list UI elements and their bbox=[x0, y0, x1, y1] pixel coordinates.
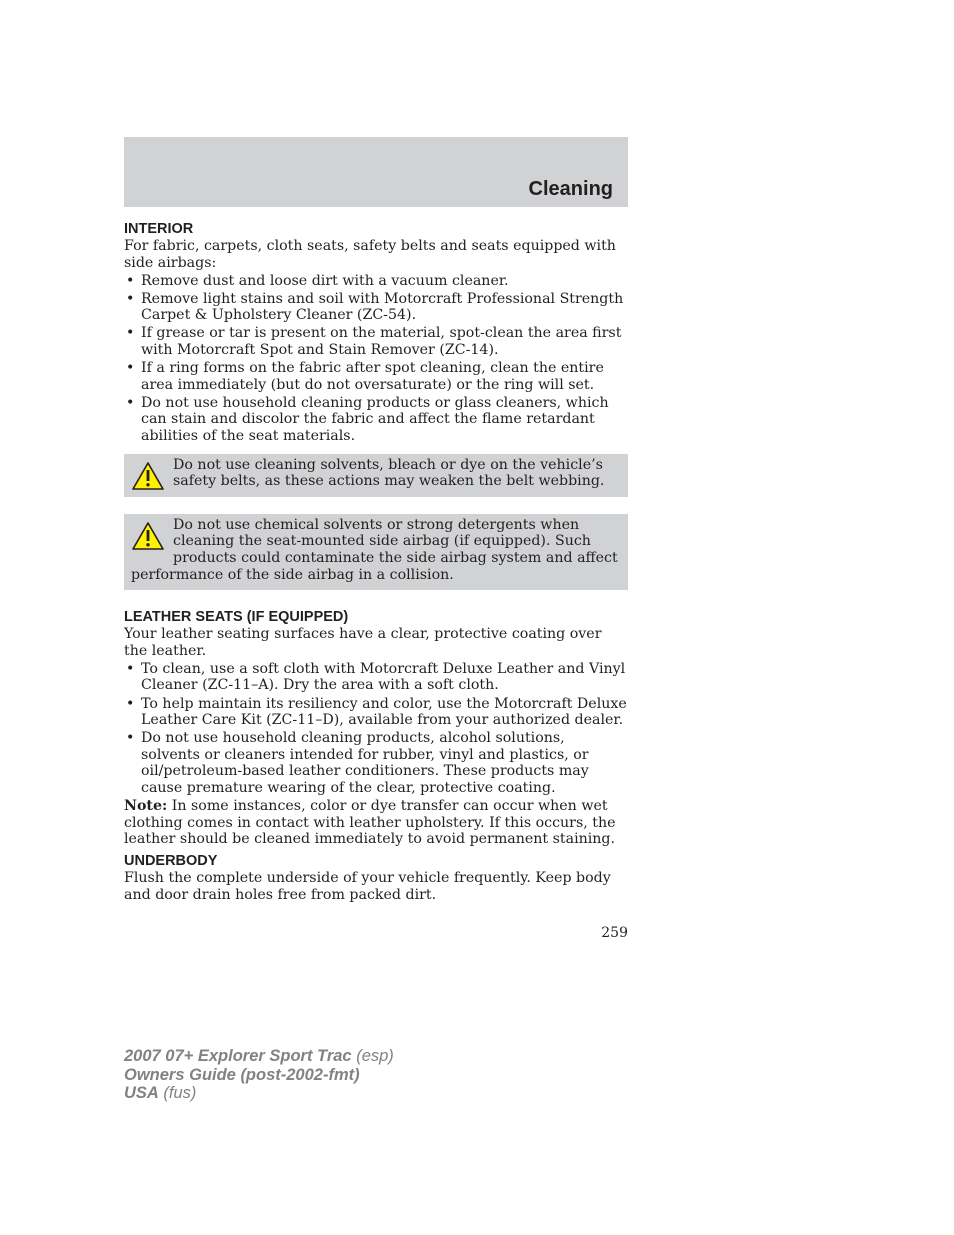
list-item: • Remove light stains and soil with Motorcraft Professional Strength Carpet & Upholstery Cleaner (ZC-54). bbox=[126, 290, 624, 324]
page-content bbox=[124, 220, 628, 903]
leather-heading: LEATHER SEATS (IF EQUIPPED) bbox=[124, 609, 349, 626]
bullet-icon: • bbox=[126, 290, 135, 307]
warning-box-side-airbag bbox=[124, 514, 628, 590]
underbody-heading: UNDERBODY bbox=[124, 852, 218, 869]
bullet-icon: • bbox=[126, 272, 135, 289]
bullet-icon: • bbox=[126, 730, 135, 747]
note-text: In some instances, color or dye transfer can occur when wet clothing comes in contact with leather upholstery. If this occurs, the leather should be cleaned immediately to avoid permanent staining. bbox=[124, 798, 616, 848]
bullet-icon: • bbox=[126, 394, 135, 411]
note-label: Note: bbox=[124, 798, 168, 815]
bullet-icon: • bbox=[126, 325, 135, 342]
interior-intro: For fabric, carpets, cloth seats, safety belts and seats equipped with side airbags: bbox=[124, 238, 616, 271]
warning-triangle-icon bbox=[131, 521, 165, 551]
list-item: • If a ring forms on the fabric after spot cleaning, clean the entire area immediately (but do not oversaturate) or the ring will set. bbox=[126, 360, 604, 393]
bullet-icon: • bbox=[126, 660, 135, 677]
warning-box-safety-belts bbox=[124, 454, 628, 497]
section-title: Cleaning bbox=[528, 178, 613, 200]
list-item: • Do not use household cleaning products or glass cleaners, which can stain and discolor the fabric and affect the flame retardant abilities of the seat materials. bbox=[126, 394, 609, 445]
list-item: • To help maintain its resiliency and color, use the Motorcraft Deluxe Leather Care Kit (ZC-11–D), available from your authorized dealer. bbox=[126, 695, 627, 729]
interior-bullet-list bbox=[124, 273, 628, 445]
section-header-band bbox=[124, 137, 628, 207]
interior-heading: INTERIOR bbox=[124, 221, 194, 237]
footer-line-1: 2007 07+ Explorer Sport Trac (esp) bbox=[124, 1047, 394, 1065]
leather-intro: Your leather seating surfaces have a clear, protective coating over the leather. bbox=[124, 626, 602, 659]
footer-line-2: Owners Guide (post-2002-fmt) bbox=[124, 1065, 360, 1084]
underbody-text: Flush the complete underside of your vehicle frequently. Keep body and door drain holes free from packed dirt. bbox=[124, 869, 611, 903]
leather-bullet-list bbox=[124, 661, 628, 797]
page-number: 259 bbox=[601, 925, 628, 941]
document-footer bbox=[124, 1047, 394, 1103]
warning-triangle-icon bbox=[131, 461, 165, 491]
leather-note bbox=[124, 798, 628, 848]
warning-text: Do not use chemical solvents or strong detergents when cleaning the seat-mounted side airbag (if equipped). Such products could contaminate the side airbag system and affect performance of the side airbag in a collision. bbox=[131, 516, 618, 583]
warning-text: Do not use cleaning solvents, bleach or dye on the vehicle’s safety belts, as these actions may weaken the belt webbing. bbox=[173, 456, 605, 490]
list-item: • To clean, use a soft cloth with Motorcraft Deluxe Leather and Vinyl Cleaner (ZC-11–A). Dry the area with a soft cloth. bbox=[126, 660, 626, 694]
list-item: • Do not use household cleaning products, alcohol solutions, solvents or cleaners intended for rubber, vinyl and plastics, or oil/petroleum-based leather conditioners. These products may cause premature wearing of the clear, protective coating. bbox=[126, 730, 589, 797]
bullet-icon: • bbox=[126, 360, 135, 377]
list-item: • If grease or tar is present on the material, spot-clean the area first with Motorcraft Spot and Stain Remover (ZC-14). bbox=[126, 325, 622, 359]
footer-line-3: USA (fus) bbox=[124, 1084, 197, 1102]
bullet-icon: • bbox=[126, 695, 135, 712]
list-item: • Remove dust and loose dirt with a vacuum cleaner. bbox=[126, 272, 509, 289]
